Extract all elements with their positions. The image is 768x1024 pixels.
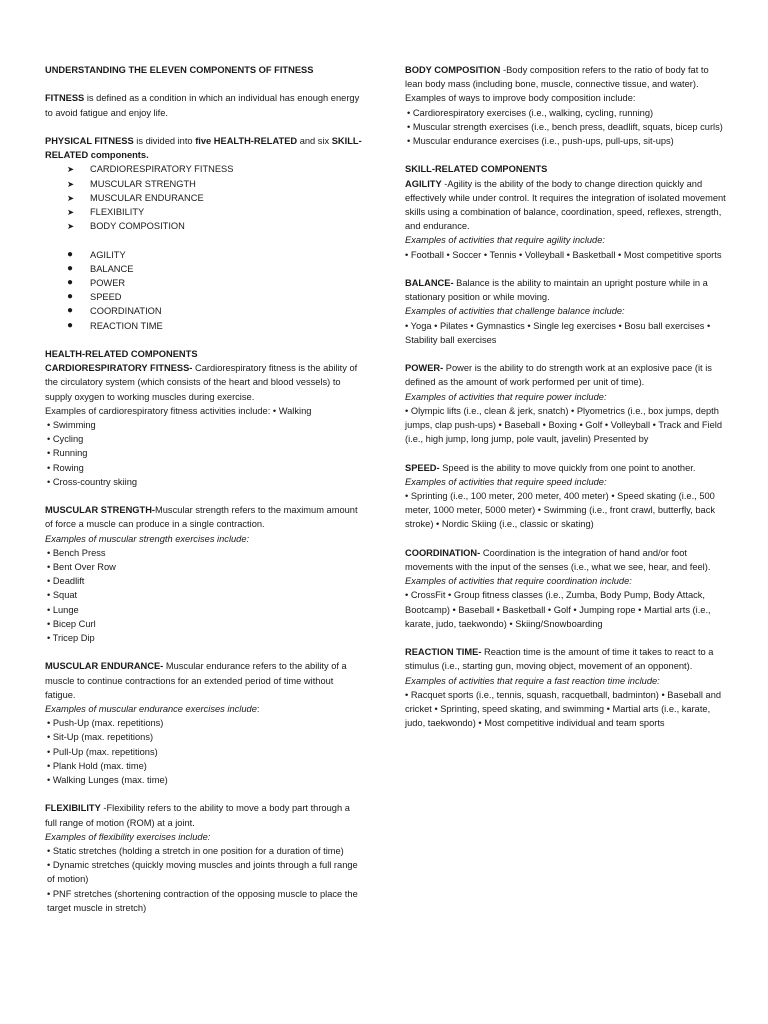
endurance-examples-tail: : (256, 704, 260, 715)
endurance-list (45, 716, 363, 787)
list-item: • Deadlift (47, 576, 85, 587)
list-item-label: FLEXIBILITY (90, 207, 145, 217)
list-item: • Bicep Curl (47, 618, 96, 629)
list-item (45, 205, 363, 219)
flexibility-list (45, 844, 363, 915)
list-item: • Walking Lunges (max. time) (47, 775, 168, 786)
speed-examples: Examples of activities that require speed include: (405, 476, 607, 487)
list-item: • Pull-Up (max. repetitions) (47, 746, 158, 757)
coordination-term: COORDINATION- (405, 547, 481, 558)
right-column (405, 63, 727, 730)
list-item (45, 276, 363, 290)
dot-bullet-icon: ● (67, 277, 74, 288)
list-item-label: SPEED (90, 292, 122, 303)
list-item: • Sit-Up (max. repetitions) (47, 732, 154, 743)
power-items: • Olympic lifts (i.e., clean & jerk, snatch) • Plyometrics (i.e., box jumps, depth jumps, clap push-ups) • Baseball • Boxing • Golf • Volleyball • Track and Field (i.e., high jump, long jump, pole vault, javelin) Presented by (405, 405, 723, 445)
reaction-term: REACTION TIME- (405, 647, 482, 658)
balance-definition (405, 276, 727, 304)
agility-definition (405, 177, 727, 234)
coordination-text: Coordination is the integration of hand and/or foot movements with the input of the senses (i.e., what we see, hear, and feel). (405, 547, 711, 573)
agility-term: AGILITY (405, 178, 442, 189)
list-item: • Dynamic stretches (quickly moving muscles and joints through a full range of motion) (47, 860, 358, 885)
bodycomp-term: BODY COMPOSITION (405, 65, 501, 75)
list-item: • Cross-country skiing (47, 476, 138, 487)
list-item (45, 162, 363, 176)
list-item: • Lunge (47, 604, 79, 615)
speed-term: SPEED- (405, 462, 440, 473)
dot-bullet-icon: ● (67, 248, 74, 260)
physical-text-1: is divided into (133, 135, 196, 146)
strength-term: MUSCULAR STRENGTH- (45, 505, 156, 516)
cardio-definition (45, 361, 363, 404)
skill-components-list (45, 248, 363, 333)
cardio-list (45, 418, 363, 489)
dot-bullet-icon: ● (67, 291, 74, 303)
reaction-definition (405, 645, 727, 673)
list-item-label: COORDINATION (90, 306, 162, 317)
list-item: • Tricep Dip (47, 633, 95, 644)
physical-fitness-definition (45, 134, 363, 162)
balance-items: • Yoga • Pilates • Gymnastics • Single leg exercises • Bosu ball exercises • Stability ball exercises (405, 320, 711, 345)
cardio-examples: Examples of cardiorespiratory fitness activities include: • Walking (45, 405, 312, 416)
fitness-text: is defined as a condition in which an individual has enough energy to avoid fatigue and enjoy life. (45, 93, 360, 118)
coordination-definition (405, 546, 727, 574)
list-item: • Muscular strength exercises (i.e., bench press, deadlift, squats, bicep curls) (407, 121, 723, 132)
reaction-examples: Examples of activities that require a fast reaction time include: (405, 675, 660, 686)
list-item-label: BALANCE (90, 263, 134, 274)
list-item (45, 177, 363, 191)
list-item (45, 304, 363, 318)
flexibility-examples: Examples of flexibility exercises include: (45, 831, 211, 842)
power-definition (405, 361, 727, 389)
list-item: • Running (47, 448, 88, 459)
agility-examples: Examples of activities that require agility include: (405, 235, 605, 246)
list-item-label: AGILITY (90, 249, 126, 260)
list-item-label: POWER (90, 278, 126, 288)
list-item (45, 290, 363, 304)
endurance-term: MUSCULAR ENDURANCE- (45, 661, 164, 672)
bodycomp-examples: Examples of ways to improve body composition include: (405, 93, 636, 104)
physical-text-2: and six (297, 135, 332, 146)
list-item-label: MUSCULAR STRENGTH (90, 178, 196, 189)
list-item: • Rowing (47, 462, 84, 473)
list-item: • Swimming (47, 420, 96, 431)
endurance-text: Muscular endurance refers to the ability of a muscle to continue contractions for an extended period of time without fatigue. (45, 661, 347, 700)
agility-items: • Football • Soccer • Tennis • Volleyball • Basketball • Most competitive sports (405, 249, 722, 260)
list-item: • PNF stretches (shortening contraction of the opposing muscle to place the target muscle in stretch) (47, 888, 358, 913)
flexibility-text: -Flexibility refers to the ability to move a body part through a full range of motion (ROM) at a joint. (45, 803, 350, 828)
coordination-examples: Examples of activities that require coordination include: (405, 576, 632, 587)
bodycomp-text: -Body composition refers to the ratio of body fat to lean body mass (including bone, muscle, connective tissue, and water). (405, 65, 709, 90)
fitness-definition (45, 91, 363, 119)
arrow-bullet-icon: ➤ (67, 192, 75, 203)
power-text: Power is the ability to do strength work at an explosive pace (it is defined as the amount of work performed per unit of time). (405, 363, 712, 388)
speed-text: Speed is the ability to move quickly from one point to another. (439, 462, 696, 473)
list-item: • Static stretches (holding a stretch in one position for a duration of time) (47, 846, 344, 857)
strength-list (45, 546, 363, 645)
strength-text: Muscular strength refers to the maximum amount of force a muscle can produce in a single contraction. (45, 505, 358, 530)
physical-skill: SKILL-RELATED components. (45, 135, 362, 161)
health-related-heading: HEALTH-RELATED COMPONENTS (45, 349, 198, 359)
balance-text: Balance is the ability to maintain an upright posture while in a stationary position or while moving. (405, 278, 708, 303)
coordination-items: • CrossFit • Group fitness classes (i.e., Zumba, Body Pump, Body Attack, Bootcamp) • Baseball • Basketball • Golf • Jumping rope • Martial arts (i.e., karate, judo, taekwondo) • Skiing/Snowboarding (405, 590, 711, 629)
physical-five: five HEALTH-RELATED (195, 135, 298, 146)
health-components-list (45, 162, 363, 233)
strength-examples: Examples of muscular strength exercises include: (45, 533, 250, 544)
strength-definition (45, 503, 363, 531)
list-item: • Push-Up (max. repetitions) (47, 718, 164, 729)
balance-term: BALANCE- (405, 278, 454, 289)
list-item: • Cardiorespiratory exercises (i.e., walking, cycling, running) (407, 107, 654, 118)
arrow-bullet-icon: ➤ (67, 164, 75, 175)
list-item-label: BODY COMPOSITION (90, 221, 185, 232)
cardio-term: CARDIORESPIRATORY FITNESS- (45, 363, 193, 374)
list-item: • Bench Press (47, 547, 106, 558)
list-item (45, 262, 363, 276)
endurance-examples (45, 702, 363, 716)
list-item-label: REACTION TIME (90, 320, 163, 331)
list-item: • Bent Over Row (47, 562, 116, 573)
list-item (45, 248, 363, 262)
balance-examples: Examples of activities that challenge balance include: (405, 306, 625, 317)
list-item-label: CARDIORESPIRATORY FITNESS (90, 164, 234, 175)
power-term: POWER- (405, 363, 444, 374)
agility-text: -Agility is the ability of the body to change direction quickly and effectively while under control. It requires the integration of isolated movement skills using a combination of balance, coordination, speed, reflexes, strength, and endurance. (405, 178, 726, 232)
skill-related-heading: SKILL-RELATED COMPONENTS (405, 164, 548, 175)
list-item: • Muscular endurance exercises (i.e., push-ups, pull-ups, sit-ups) (407, 136, 674, 147)
speed-items: • Sprinting (i.e., 100 meter, 200 meter, 400 meter) • Speed skating (i.e., 500 meter, 1000 meter, 5000 meter) • Swimming (i.e., front crawl, butterfly, back stroke) • Nordic Skiing (i.e., classic or skating) (405, 491, 715, 530)
power-examples: Examples of activities that require power include: (405, 391, 607, 402)
endurance-definition (45, 659, 363, 702)
arrow-bullet-icon: ➤ (67, 207, 75, 217)
arrow-bullet-icon: ➤ (67, 221, 75, 232)
list-item: • Cycling (47, 434, 84, 445)
list-item: • Plank Hold (max. time) (47, 760, 147, 771)
bodycomp-list (405, 106, 727, 149)
list-item (45, 191, 363, 205)
cardio-text: Cardiorespiratory fitness is the ability of the circulatory system (which consists of the heart and blood vessels) to supply oxygen to working muscles during exercise. (45, 363, 358, 402)
flexibility-definition (45, 801, 363, 829)
flexibility-term: FLEXIBILITY (45, 803, 101, 814)
list-item: • Squat (47, 590, 78, 601)
reaction-text: Reaction time is the amount of time it takes to react to a stimulus (i.e., starting gun, moving object, movement of an opponent). (405, 647, 714, 672)
left-column (45, 63, 363, 915)
list-item (45, 219, 363, 233)
list-item-label: MUSCULAR ENDURANCE (90, 192, 204, 203)
dot-bullet-icon: ● (67, 319, 74, 331)
arrow-bullet-icon: ➤ (67, 178, 75, 189)
bodycomp-definition (405, 63, 727, 91)
dot-bullet-icon: ● (67, 305, 74, 317)
endurance-examples-text: Examples of muscular endurance exercises include (45, 704, 257, 715)
dot-bullet-icon: ● (67, 262, 74, 274)
reaction-items: • Racquet sports (i.e., tennis, squash, racquetball, badminton) • Baseball and cricket • Sprinting, speed skating, and swimming • Martial arts (i.e., karate, judo, taekwondo) • Most competitive individual and team sports (405, 689, 722, 729)
speed-definition (405, 461, 727, 475)
physical-fitness-term: PHYSICAL FITNESS (45, 135, 134, 146)
document-title: UNDERSTANDING THE ELEVEN COMPONENTS OF FITNESS (45, 65, 314, 75)
list-item (45, 319, 363, 333)
fitness-term: FITNESS (45, 93, 85, 104)
